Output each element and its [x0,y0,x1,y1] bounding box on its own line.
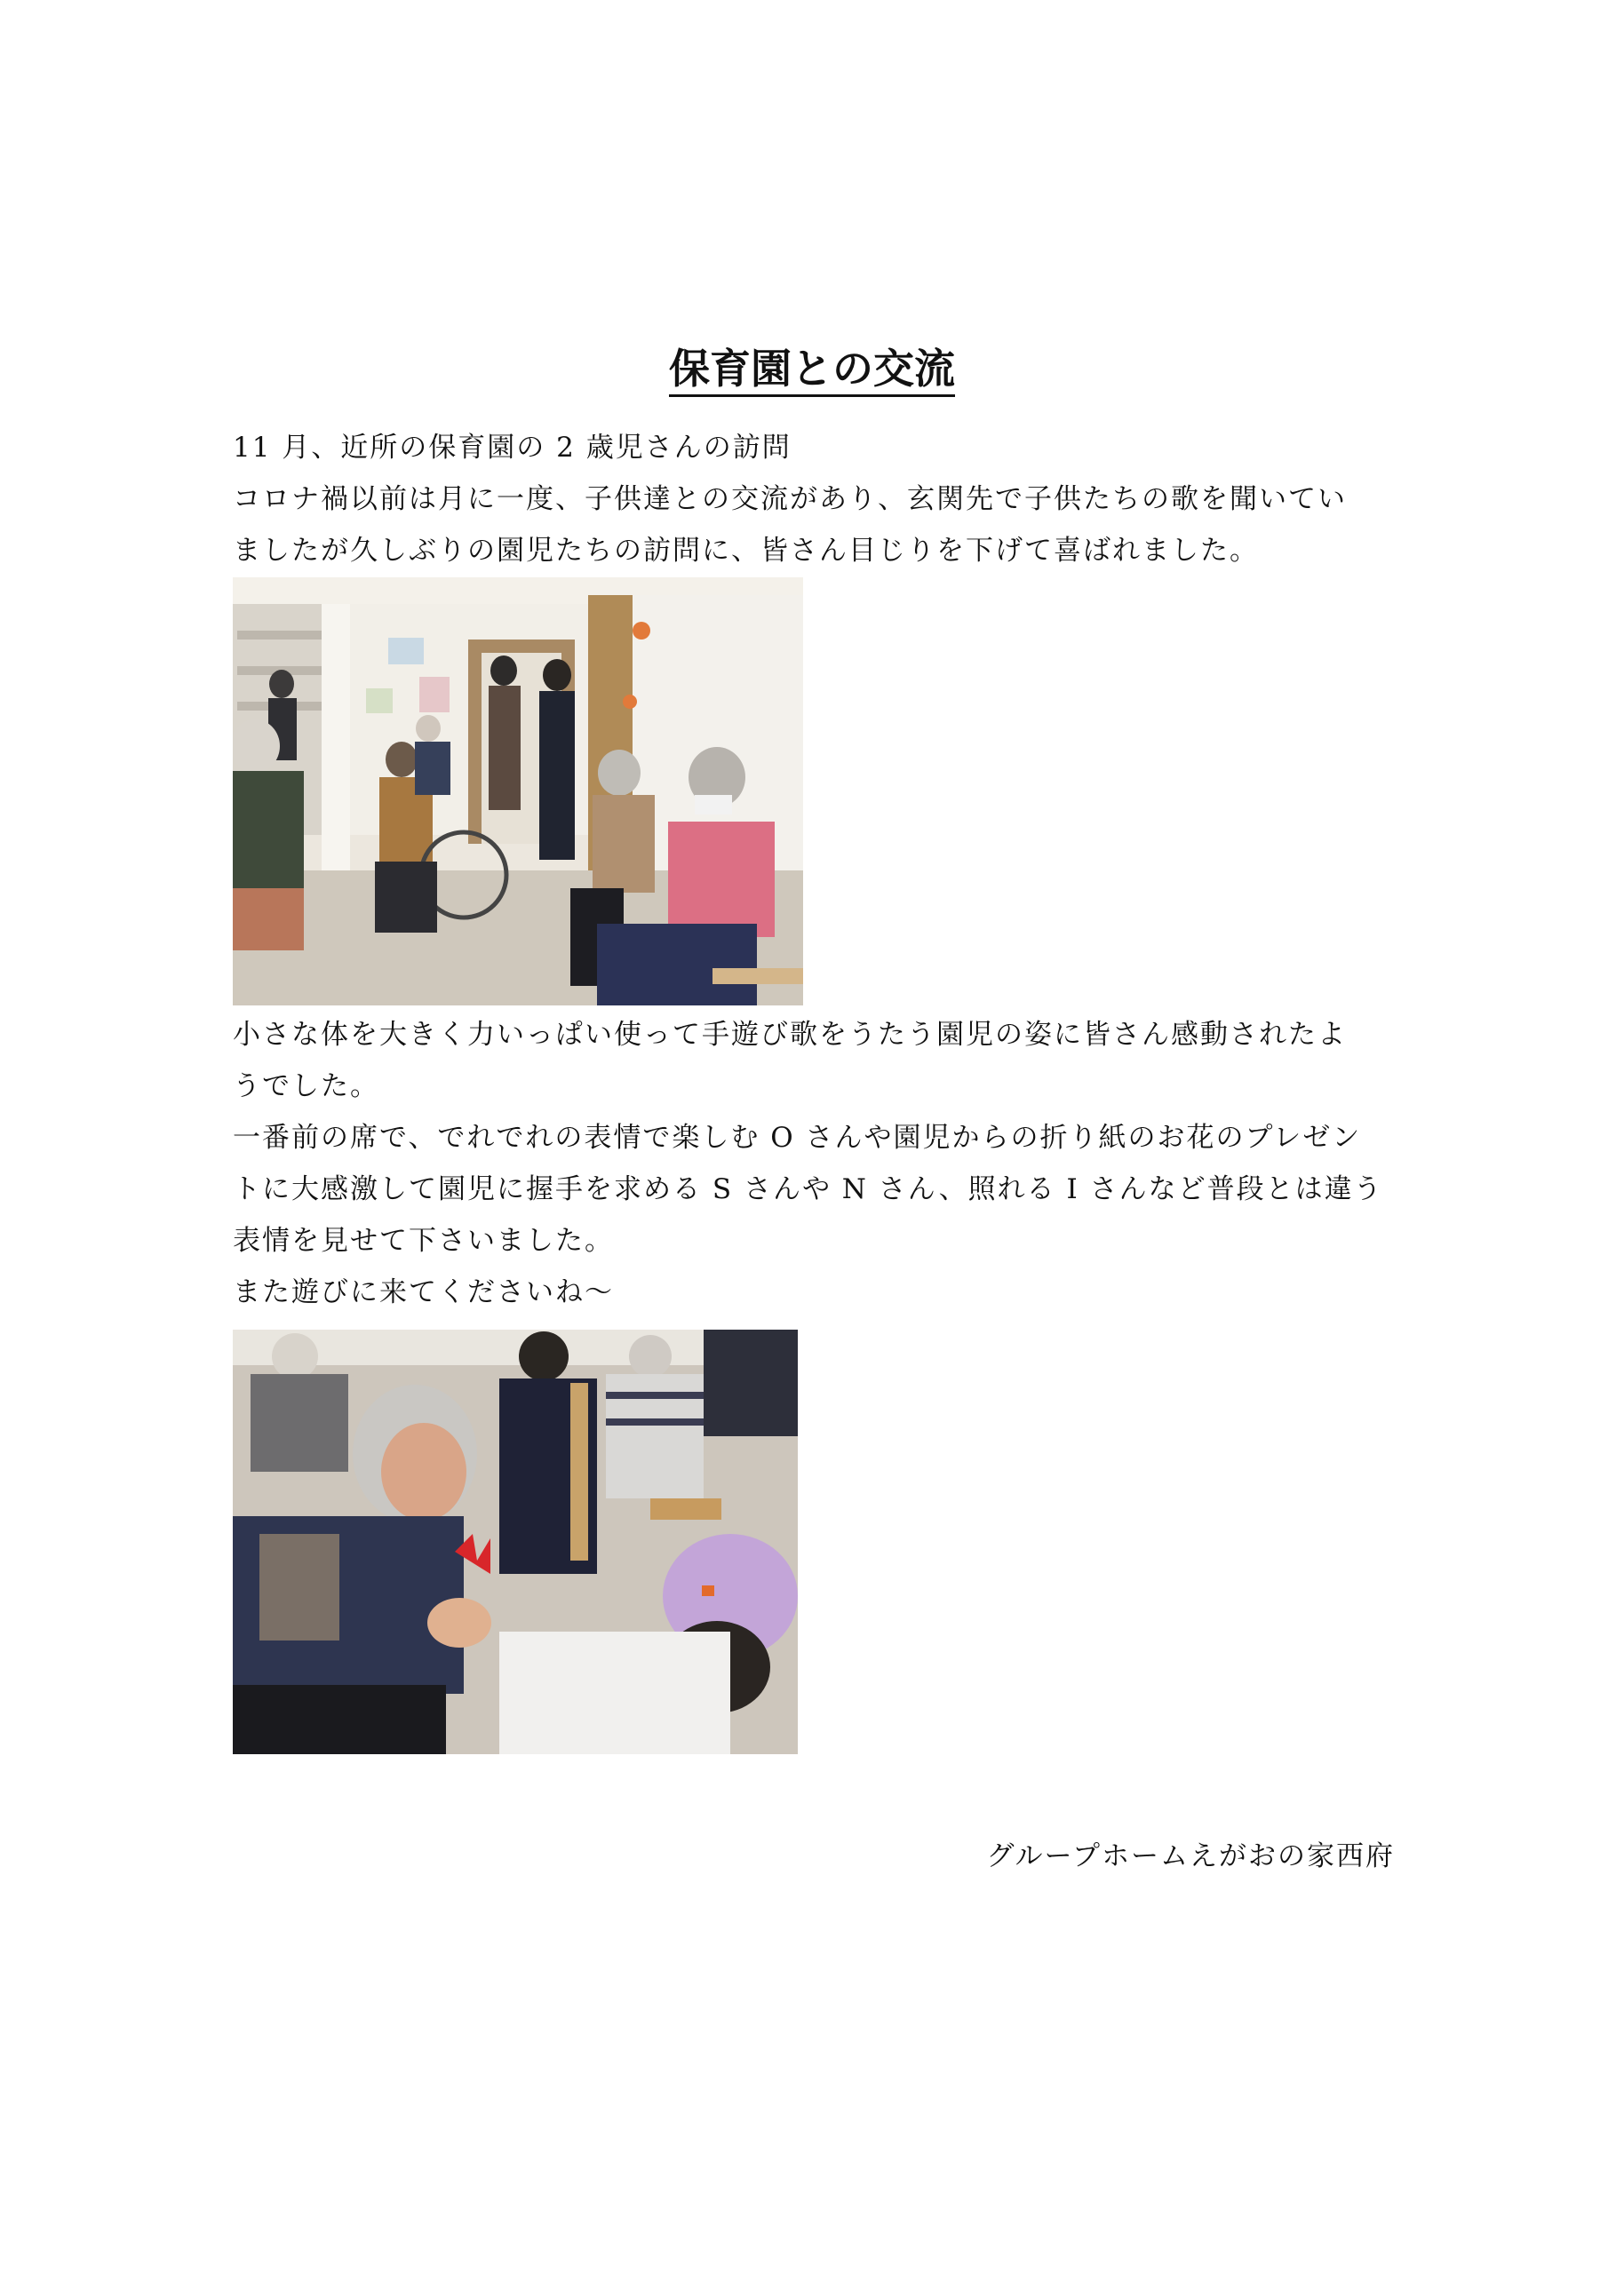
photo-residents-watching [233,577,803,1005]
intro-line-2: コロナ禍以前は月に一度、子供達との交流があり、玄関先で子供たちの歌を聞いてい [233,483,1347,515]
body-line-4: トに大感激して園児に握手を求める S さんや N さん、照れる I さんなど普段とは違う [233,1173,1383,1205]
body-line-6: また遊びに来てくださいね～ [233,1276,614,1308]
page-title [0,342,1624,395]
body-line-2: うでした。 [233,1070,379,1102]
intro-line-1: 11 月、近所の保育園の 2 歳児さんの訪問 [233,432,792,464]
page-title-text: 保育園との交流 [669,345,955,397]
body-line-1: 小さな体を大きく力いっぱい使って手遊び歌をうたう園児の姿に皆さん感動されたよ [233,1019,1347,1051]
intro-line-3: ましたが久しぶりの園児たちの訪問に、皆さん目じりを下げて喜ばれました。 [233,535,1259,567]
signature: グループホームえがおの家西府 [986,1840,1395,1872]
photo-handshake-with-child [233,1330,798,1754]
body-line-3: 一番前の席で、でれでれの表情で楽しむ O さんや園児からの折り紙のお花のプレゼン [233,1122,1362,1154]
body-line-5: 表情を見せて下さいました。 [233,1225,614,1257]
